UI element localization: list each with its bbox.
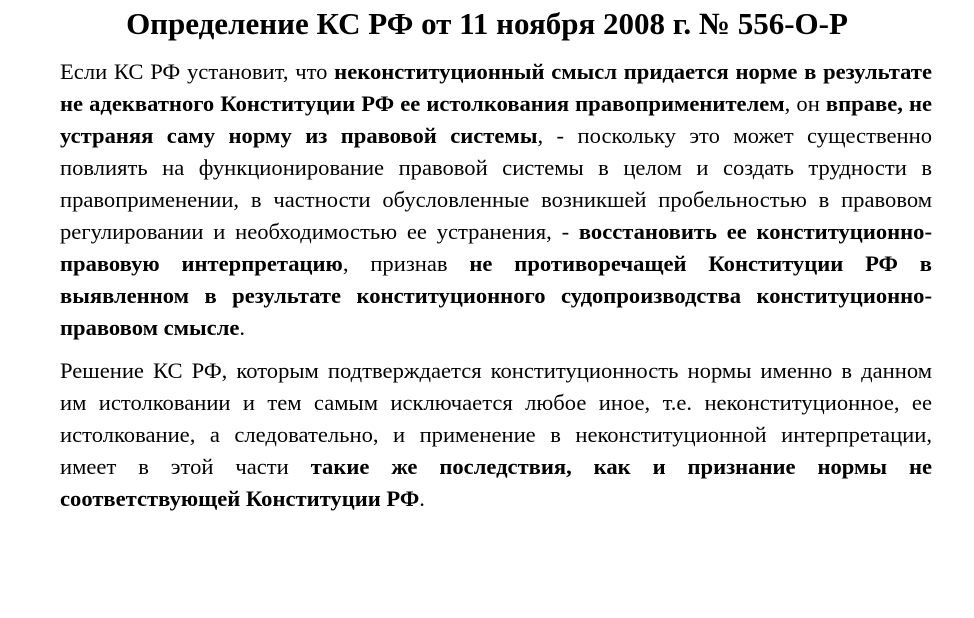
text-run: , - поскольку это может существенно повлиять на функционирование правовой системы в целом и создать трудности в правоприменении, в частности обусловленные возникшей пробельностью в правовом регулировании и необходимостью ее устранения, - bbox=[60, 123, 932, 244]
text-run: Решение КС РФ, которым подтверждается конституционность нормы именно в данном им истолковании и тем самым исключается любое иное, т.е. неконституционное, ее истолкование, а следовательно, и применение в неконституционной интерпретации, имеет в этой части bbox=[60, 358, 932, 479]
text-run-bold: вправе, не устраняя саму норму из правовой системы bbox=[60, 91, 933, 148]
text-run-bold: не противоречащей Конституции РФ в выявленном в результате конституционного судопроизводства конституционно-правовом смысле bbox=[60, 251, 932, 340]
document-body bbox=[60, 56, 932, 515]
text-run: . bbox=[419, 486, 425, 511]
text-run-bold: восстановить ее конституционно-правовую интерпретацию bbox=[60, 219, 932, 276]
text-run: , он bbox=[784, 91, 826, 116]
paragraph-1 bbox=[60, 56, 932, 344]
document-title: Определение КС РФ от 11 ноября 2008 г. № 556-О-Р bbox=[126, 6, 848, 41]
paragraph-2 bbox=[60, 355, 932, 515]
text-run-bold: такие же последствия, как и признание нормы не соответствующей Конституции РФ bbox=[60, 454, 932, 511]
text-run: , признав bbox=[342, 251, 470, 276]
text-run: . bbox=[239, 315, 246, 340]
text-run: Если КС РФ установит, что bbox=[60, 59, 335, 84]
text-run-bold: неконституционный смысл придается норме в результате не адекватного Конституции РФ ее истолкования правоприменителем bbox=[60, 59, 932, 116]
